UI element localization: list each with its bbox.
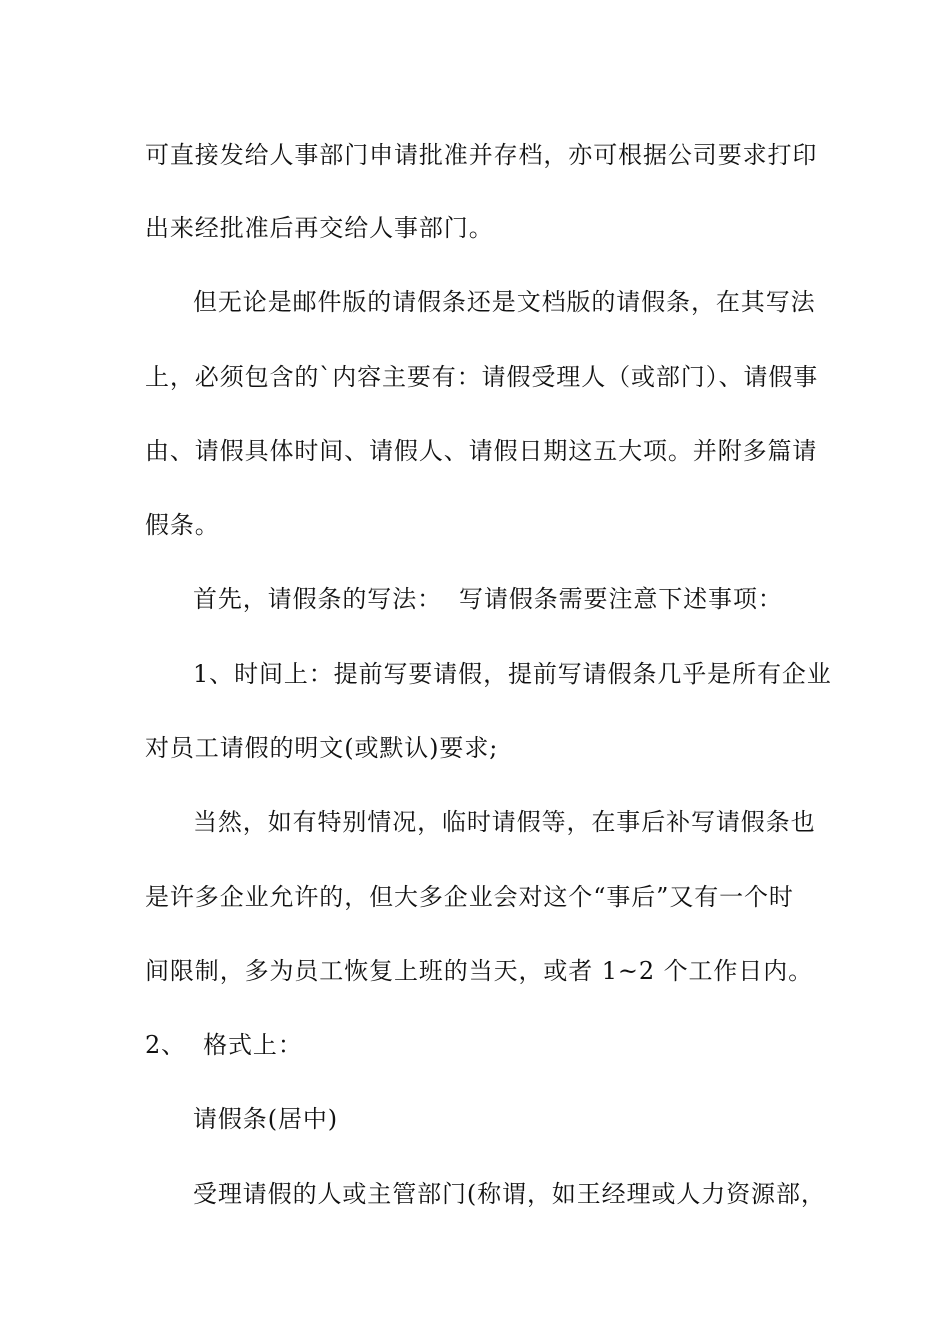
paragraph-line: 由、请假具体时间、请假人、请假日期这五大项。并附多篇请 (145, 437, 818, 465)
paragraph-line: 受理请假的人或主管部门(称谓，如王经理或人力资源部， (193, 1180, 826, 1208)
paragraph-line: 是许多企业允许的，但大多企业会对这个“事后”又有一个时 (145, 883, 794, 911)
paragraph-line: 首先，请假条的写法： 写请假条需要注意下述事项： (193, 585, 783, 613)
paragraph-line: 可直接发给人事部门申请批准并存档，亦可根据公司要求打印 (145, 141, 818, 169)
paragraph-line: 但无论是邮件版的请假条还是文档版的请假条，在其写法 (193, 288, 816, 316)
paragraph-line: 对员工请假的明文(或默认)要求; (145, 734, 499, 762)
paragraph-line: 请假条(居中) (193, 1105, 339, 1133)
list-item: 1、时间上：提前写要请假，提前写请假条几乎是所有企业 (193, 660, 832, 688)
list-item: 2、 格式上： (145, 1031, 303, 1059)
paragraph-line: 当然，如有特别情况，临时请假等，在事后补写请假条也 (193, 808, 816, 836)
paragraph-line: 出来经批准后再交给人事部门。 (145, 214, 494, 242)
paragraph-line: 上，必须包含的`内容主要有：请假受理人（或部门）、请假事 (145, 363, 819, 391)
paragraph-line: 间限制，多为员工恢复上班的当天，或者 1~2 个工作日内。 (145, 957, 814, 985)
paragraph-line: 假条。 (145, 511, 220, 539)
